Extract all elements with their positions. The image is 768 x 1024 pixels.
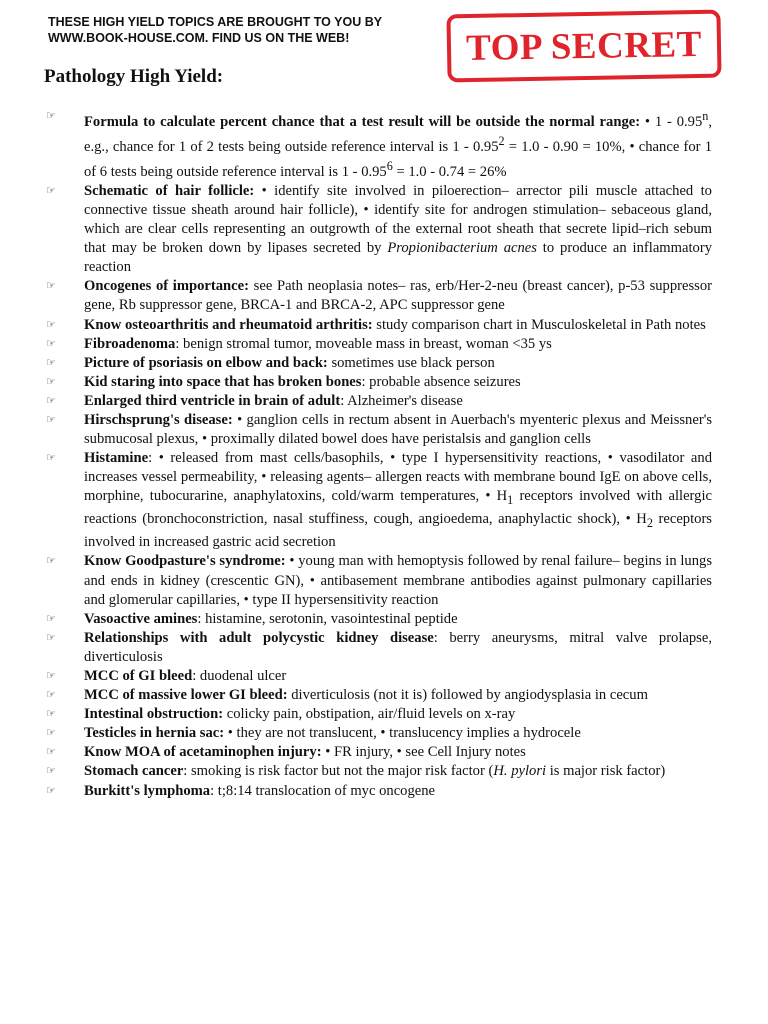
item-text bbox=[84, 724, 712, 743]
item-detail: : benign stromal tumor, moveable mass in breast, woman <35 ys bbox=[175, 335, 552, 352]
list-item bbox=[44, 335, 712, 354]
item-heading: Fibroadenoma bbox=[84, 335, 176, 352]
item-detail: • FR injury, • see Cell Injury notes bbox=[321, 744, 526, 761]
list-item bbox=[44, 392, 712, 411]
list-item bbox=[44, 373, 712, 392]
list-item bbox=[44, 686, 712, 705]
list-item bbox=[44, 705, 712, 724]
item-heading: Relationships with adult polycystic kidney disease bbox=[84, 629, 434, 646]
italic-term: H. pylori bbox=[493, 763, 547, 780]
list-item bbox=[44, 743, 712, 762]
item-heading: Picture of psoriasis on elbow and back: bbox=[84, 354, 328, 371]
item-detail: : duodenal ulcer bbox=[192, 668, 287, 685]
item-detail: = 1.0 - 0.90 = 10%, • chance for 1 of 6 tests being outside reference interval is 1 - 0.95 bbox=[84, 138, 712, 180]
item-heading: Vasoactive amines bbox=[84, 610, 198, 627]
item-detail: : smoking is risk factor but not the major risk factor ( bbox=[183, 763, 494, 780]
item-detail: • ganglion cells in rectum absent in Auerbach's myenteric plexus and Meissner's submucosal plexus, • proximally dilated bowel does have peristalsis and ganglion cells bbox=[84, 411, 713, 448]
item-text bbox=[84, 277, 712, 315]
item-detail: : • released from mast cells/basophils, • type I hypersensitivity reactions, • vasodilator and increases vessel permeability, • releasing agents– allergen reacts with membrane bound IgE on above cells, morphine, tubocurarine, anaphylatoxins, cold/warm temperatures, • H bbox=[84, 450, 712, 505]
item-text bbox=[84, 449, 712, 552]
item-heading: Know MOA of acetaminophen injury: bbox=[84, 744, 322, 761]
item-heading: Hirschsprung's disease: bbox=[84, 411, 233, 428]
item-detail: is major risk factor) bbox=[546, 763, 666, 780]
item-heading: MCC of massive lower GI bleed: bbox=[84, 687, 288, 704]
pointing-hand-icon: ☞ bbox=[46, 555, 56, 568]
pointing-hand-icon: ☞ bbox=[46, 708, 56, 721]
item-text bbox=[84, 182, 712, 277]
list-item bbox=[44, 724, 712, 743]
item-heading: Testicles in hernia sac: bbox=[84, 725, 225, 742]
list-item bbox=[44, 552, 712, 609]
item-text bbox=[84, 762, 712, 781]
item-text bbox=[84, 411, 712, 449]
list-item bbox=[44, 182, 712, 277]
pointing-hand-icon: ☞ bbox=[46, 375, 56, 388]
pointing-hand-icon: ☞ bbox=[46, 612, 56, 625]
item-detail: : berry aneurysms, mitral valve prolapse, diverticulosis bbox=[84, 629, 712, 665]
item-detail: : histamine, serotonin, vasointestinal peptide bbox=[197, 610, 458, 627]
item-text bbox=[84, 686, 712, 705]
item-heading: Kid staring into space that has broken bones bbox=[84, 373, 362, 390]
list-item bbox=[44, 107, 712, 182]
item-heading: Stomach cancer bbox=[84, 763, 184, 780]
banner-line-2: WWW.BOOK-HOUSE.COM. FIND US ON THE WEB! bbox=[48, 31, 350, 45]
pointing-hand-icon: ☞ bbox=[46, 727, 56, 740]
item-text bbox=[84, 335, 712, 354]
item-text bbox=[84, 705, 712, 724]
pointing-hand-icon: ☞ bbox=[46, 337, 56, 350]
list-item bbox=[44, 316, 712, 335]
subscript: 2 bbox=[646, 516, 653, 531]
page-title: Pathology High Yield: bbox=[44, 66, 224, 87]
list-item bbox=[44, 449, 712, 552]
stamp-text: TOP SECRET bbox=[465, 23, 703, 69]
item-heading: Oncogenes of importance: bbox=[84, 278, 249, 295]
pointing-hand-icon: ☞ bbox=[46, 184, 56, 197]
item-detail: : t;8:14 translocation of myc oncogene bbox=[210, 782, 436, 799]
item-detail: • 1 - 0.95 bbox=[640, 113, 703, 130]
item-text bbox=[84, 316, 712, 335]
pointing-hand-icon: ☞ bbox=[46, 280, 56, 293]
subscript: 1 bbox=[507, 493, 514, 508]
item-text bbox=[84, 552, 712, 609]
list-item bbox=[44, 610, 712, 629]
pointing-hand-icon: ☞ bbox=[46, 784, 56, 797]
item-heading: Burkitt's lymphoma bbox=[84, 782, 211, 799]
item-detail: receptors involved with allergic reactions (bronchoconstriction, nasal stuffiness, cough, angioedema, anaphylactic shock), • H bbox=[84, 488, 712, 528]
item-detail: : probable absence seizures bbox=[361, 373, 521, 390]
item-detail: • identify site involved in piloerection– arrector pili muscle attached to connective tissue sheath around hair follicle), • identify site for androgen stimulation– sebaceous gland, which are clear cells representing an outgrowth of the external root sheath that secrete lipid–rich sebum that may be broken down by lipases secreted by bbox=[84, 182, 712, 257]
item-text bbox=[84, 354, 712, 373]
pointing-hand-icon: ☞ bbox=[46, 110, 56, 122]
item-heading: MCC of GI bleed bbox=[84, 668, 193, 685]
pointing-hand-icon: ☞ bbox=[46, 318, 56, 331]
italic-term: Propionibacterium acnes bbox=[387, 240, 537, 257]
item-detail: • young man with hemoptysis followed by renal failure– begins in lungs and ends in kidney (crescentic GN), • antibasement membrane antibodies against pulmonary capillaries and glomerular capillaries, • type II hypersensitivity reaction bbox=[84, 553, 712, 608]
item-detail: to produce an inflammatory reaction bbox=[84, 240, 712, 276]
item-heading: Schematic of hair follicle: bbox=[84, 182, 255, 199]
item-heading: Enlarged third ventricle in brain of adult bbox=[84, 392, 341, 409]
item-heading: Intestinal obstruction: bbox=[84, 706, 224, 723]
item-detail: receptors involved in increased gastric acid secretion bbox=[84, 511, 712, 551]
item-detail: study comparison chart in Musculoskeletal in Path notes bbox=[372, 316, 706, 333]
topic-list bbox=[44, 107, 712, 801]
item-detail: diverticulosis (not it is) followed by angiodysplasia in cecum bbox=[287, 687, 648, 704]
list-item bbox=[44, 411, 712, 449]
item-detail: = 1.0 - 0.74 = 26% bbox=[392, 163, 507, 180]
list-item bbox=[44, 762, 712, 781]
superscript: 6 bbox=[386, 158, 393, 173]
item-text bbox=[84, 667, 712, 686]
list-item bbox=[44, 629, 712, 667]
item-text bbox=[84, 373, 712, 392]
item-heading: Histamine bbox=[84, 450, 149, 467]
item-heading: Formula to calculate percent chance that a test result will be outside the normal range: bbox=[84, 113, 641, 130]
item-detail: : Alzheimer's disease bbox=[340, 392, 463, 409]
item-text bbox=[84, 610, 712, 629]
item-text bbox=[84, 629, 712, 667]
item-detail: , e.g., chance for 1 of 2 tests being outside reference interval is 1 - 0.95 bbox=[84, 113, 712, 155]
banner-line-1: THESE HIGH YIELD TOPICS ARE BROUGHT TO YOU BY bbox=[48, 15, 383, 29]
pointing-hand-icon: ☞ bbox=[46, 746, 56, 759]
pointing-hand-icon: ☞ bbox=[46, 689, 56, 702]
item-detail: colicky pain, obstipation, air/fluid levels on x-ray bbox=[223, 706, 516, 723]
top-secret-stamp bbox=[446, 10, 721, 83]
superscript: 2 bbox=[498, 133, 505, 148]
pointing-hand-icon: ☞ bbox=[46, 765, 56, 778]
pointing-hand-icon: ☞ bbox=[46, 631, 56, 644]
item-detail: • they are not translucent, • translucency implies a hydrocele bbox=[224, 725, 581, 742]
site-banner bbox=[48, 14, 382, 46]
item-heading: Know osteoarthritis and rheumatoid arthritis: bbox=[84, 316, 373, 333]
item-text bbox=[84, 107, 712, 182]
pointing-hand-icon: ☞ bbox=[46, 394, 56, 407]
item-detail: sometimes use black person bbox=[327, 354, 495, 371]
superscript: n bbox=[702, 109, 709, 123]
list-item bbox=[44, 277, 712, 315]
pointing-hand-icon: ☞ bbox=[46, 356, 56, 369]
item-text bbox=[84, 782, 712, 801]
pointing-hand-icon: ☞ bbox=[46, 452, 56, 465]
item-detail: see Path neoplasia notes– ras, erb/Her-2-neu (breast cancer), p-53 suppressor gene, Rb suppressor gene, BRCA-1 and BRCA-2, APC suppressor gene bbox=[84, 278, 712, 314]
item-text bbox=[84, 392, 712, 411]
list-item bbox=[44, 354, 712, 373]
list-item bbox=[44, 782, 712, 801]
item-heading: Know Goodpasture's syndrome: bbox=[84, 553, 286, 570]
item-text bbox=[84, 743, 712, 762]
pointing-hand-icon: ☞ bbox=[46, 413, 56, 426]
list-item bbox=[44, 667, 712, 686]
pointing-hand-icon: ☞ bbox=[46, 670, 56, 683]
